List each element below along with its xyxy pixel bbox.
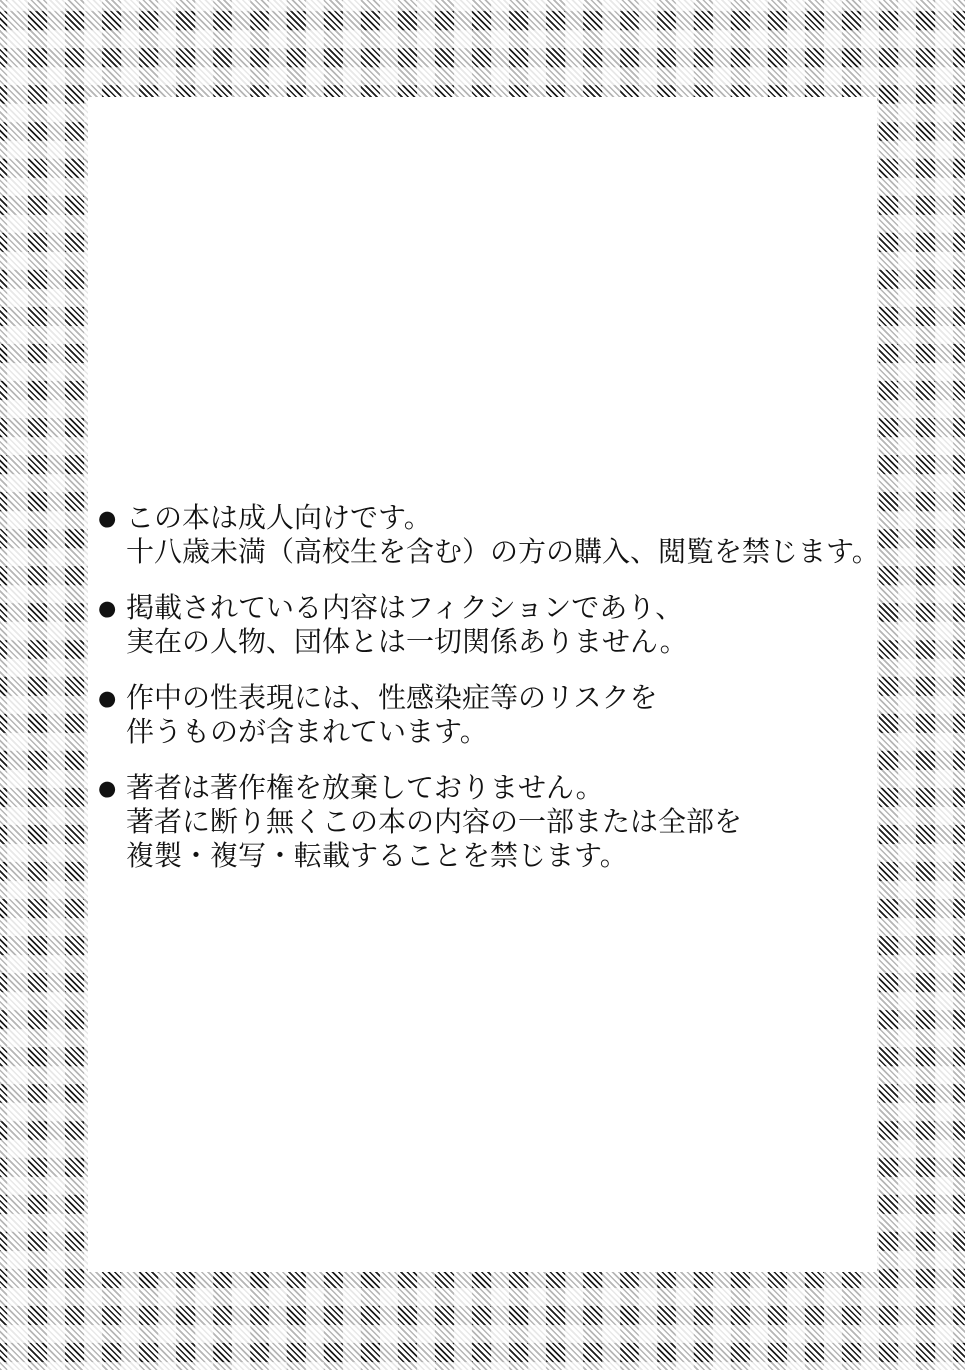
bullet-icon: ● — [96, 767, 119, 808]
notice-item-adults-only — [96, 497, 880, 569]
notice-line — [96, 587, 877, 628]
notice-text: 作中の性表現には、性感染症等のリスクを — [126, 682, 658, 713]
bullet-icon: ● — [96, 497, 119, 538]
notice-text: 十八歳未満（高校生を含む）の方の購入、閲覧を禁じます。 — [126, 536, 880, 567]
notice-line — [96, 767, 877, 808]
notice-item-fiction — [96, 587, 877, 659]
notice-text: 伴うものが含まれています。 — [126, 716, 488, 747]
notice-line — [96, 497, 877, 538]
notice-text: 著者は著作権を放棄しておりません。 — [126, 772, 604, 803]
notice-item-copyright — [96, 767, 877, 873]
notice-text: 掲載されている内容はフィクションであり、 — [126, 592, 684, 623]
notice-line — [96, 677, 877, 718]
notice-text: この本は成人向けです。 — [126, 502, 432, 533]
notice-item-content-risk — [96, 677, 877, 749]
disclaimer-notice — [96, 497, 880, 895]
bullet-icon: ● — [96, 677, 119, 718]
notice-text: 著者に断り無くこの本の内容の一部または全部を — [126, 806, 743, 837]
content-sheet — [88, 97, 880, 1272]
notice-text: 複製・複写・転載することを禁じます。 — [126, 840, 628, 871]
bullet-icon: ● — [96, 587, 119, 628]
notice-text: 実在の人物、団体とは一切関係ありません。 — [126, 626, 688, 657]
